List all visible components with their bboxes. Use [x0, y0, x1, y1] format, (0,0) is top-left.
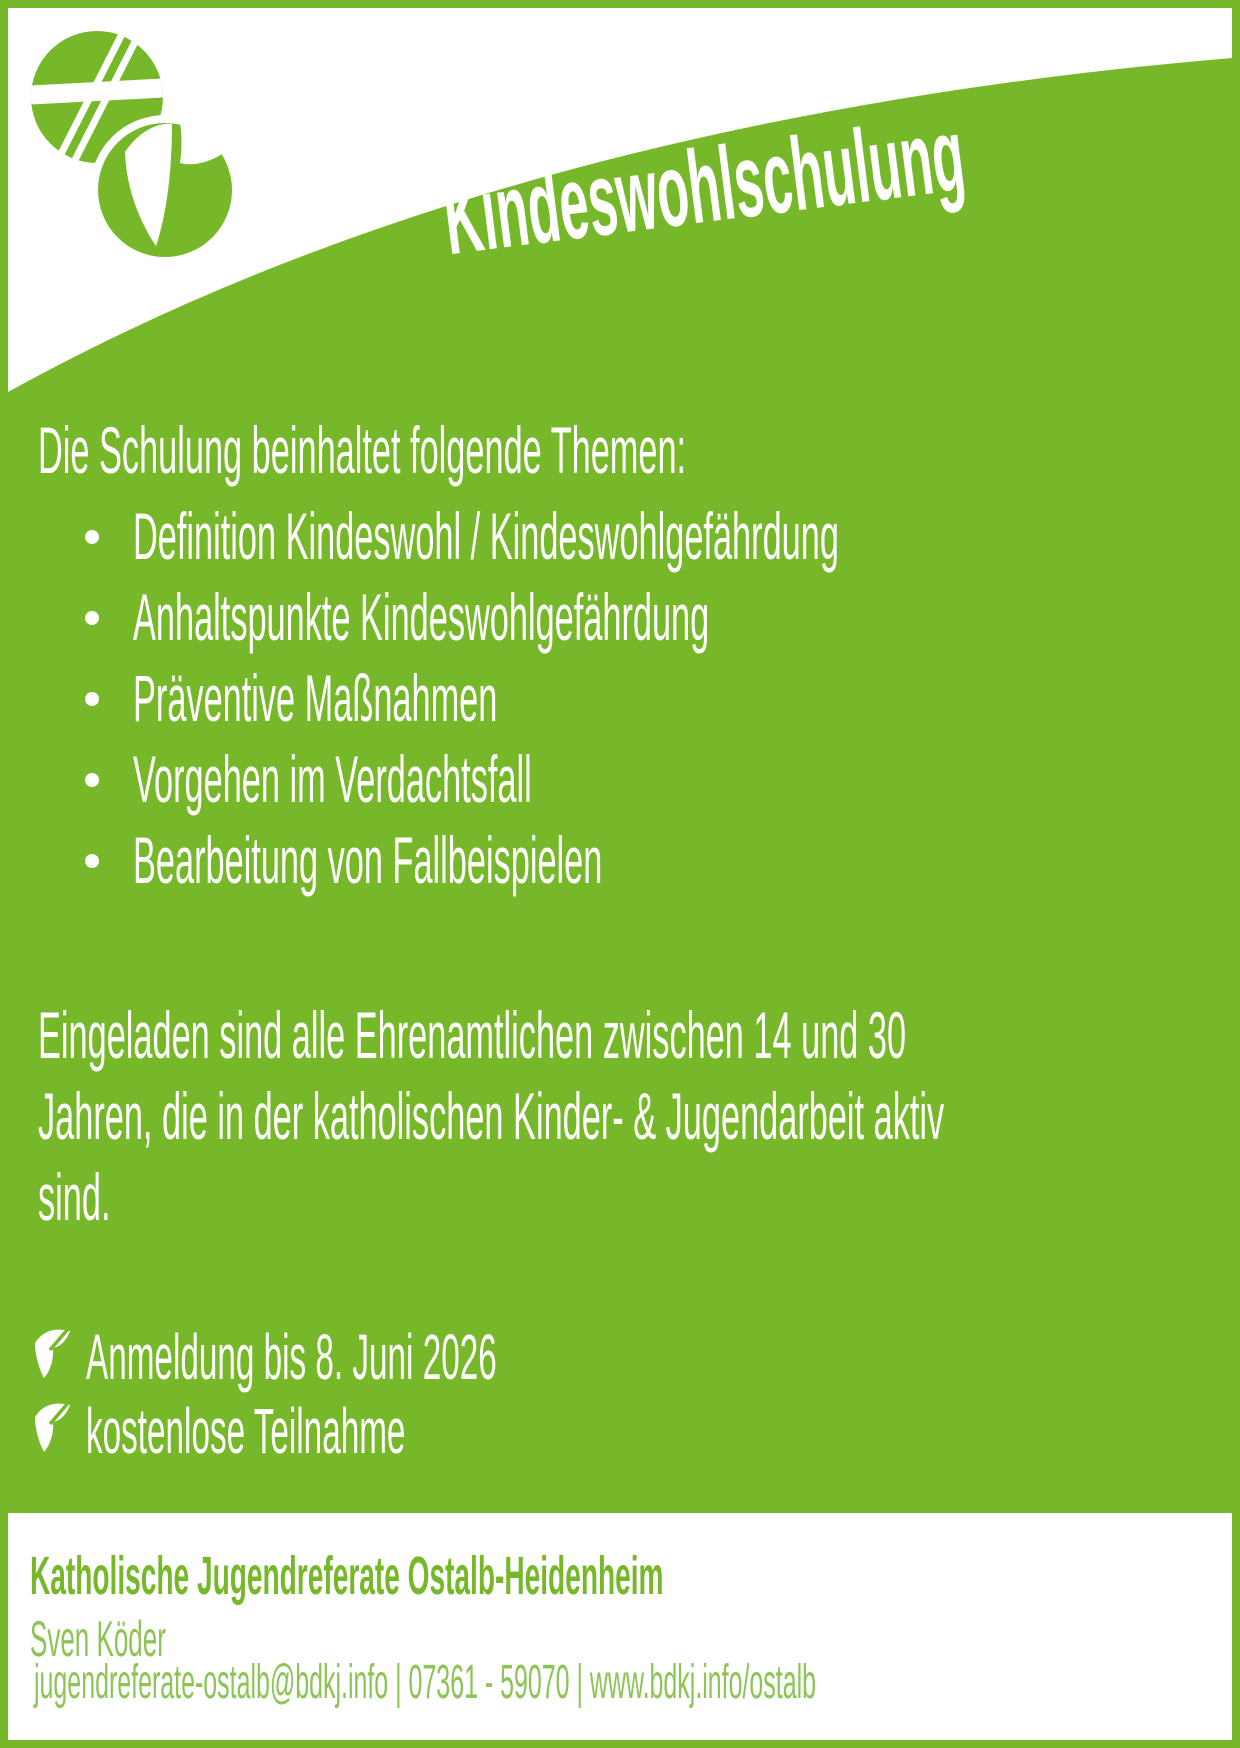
bullet-dot-icon — [85, 530, 99, 544]
invitation-text — [38, 995, 1240, 1238]
sail-marker-icon — [32, 1399, 74, 1453]
bullet-dot-icon — [85, 611, 99, 625]
invitation-line: Eingeladen sind alle Ehrenamtlichen zwischen 14 und 30 — [38, 998, 907, 1072]
invitation-line: sind. — [38, 1160, 111, 1234]
topics-heading: Die Schulung beinhaltet folgende Themen: — [38, 413, 687, 487]
detail-item-registration — [32, 1317, 876, 1398]
contact-name: Sven Köder — [30, 1611, 166, 1667]
topic-label: Bearbeitung von Fallbeispielen — [133, 823, 603, 897]
detail-item-cost — [32, 1391, 700, 1472]
bullet-dot-icon — [85, 854, 99, 868]
detail-label: Anmeldung bis 8. Juni 2026 — [86, 1321, 497, 1393]
topics-list — [85, 496, 1240, 901]
contact-info: jugendreferate-ostalb@bdkj.info | 07361 - 59070 | www.bdkj.info/ostalb — [34, 1656, 817, 1709]
bullet-dot-icon — [85, 692, 99, 706]
bdkj-logo — [22, 18, 252, 280]
topic-label: Anhaltspunkte Kindeswohlgefährdung — [133, 580, 710, 654]
sail-marker-icon — [32, 1325, 74, 1379]
organization-name: Katholische Jugendreferate Ostalb-Heidenheim — [30, 1546, 664, 1606]
page-title-text: Kindeswohlschulung — [437, 96, 971, 278]
invitation-line: Jahren, die in der katholischen Kinder- & Jugendarbeit aktiv — [38, 1079, 945, 1153]
topic-item — [85, 577, 1240, 658]
bullet-dot-icon — [85, 773, 99, 787]
topic-label: Präventive Maßnahmen — [133, 661, 498, 735]
topic-label: Definition Kindeswohl / Kindeswohlgefährdung — [133, 499, 839, 573]
topic-item — [85, 658, 1240, 739]
topic-item — [85, 739, 1240, 820]
detail-label: kostenlose Teilnahme — [86, 1395, 406, 1467]
topic-label: Vorgehen im Verdachtsfall — [133, 742, 532, 816]
topic-item — [85, 820, 1240, 901]
topic-item — [85, 496, 1240, 577]
sail-circle — [90, 115, 240, 265]
